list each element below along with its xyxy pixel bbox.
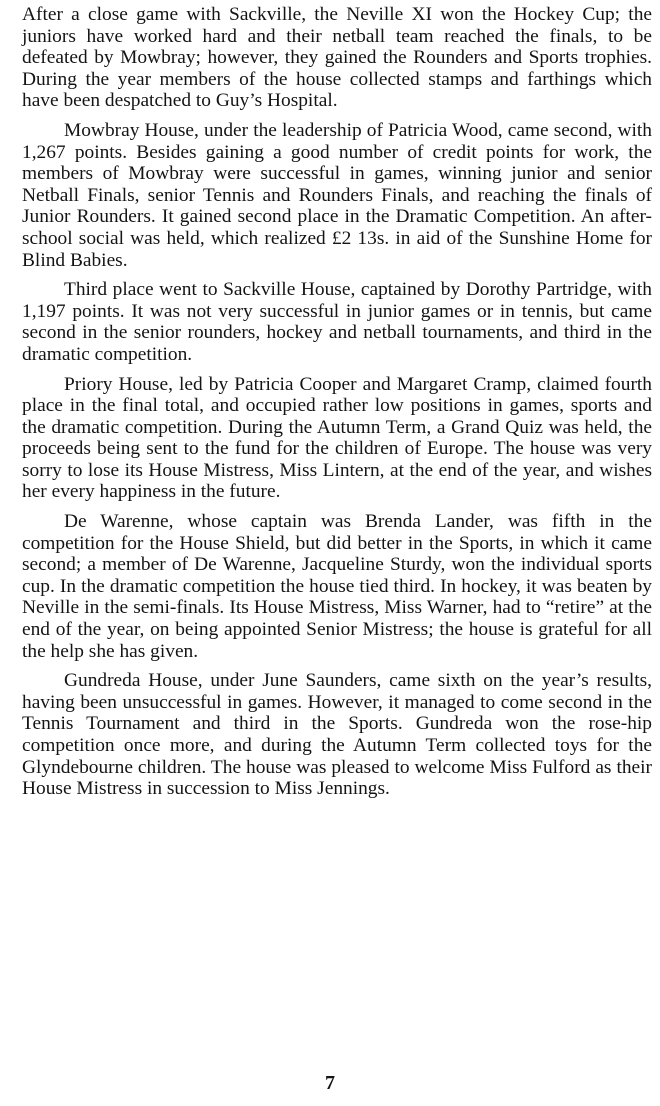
paragraph-sackville: Third place went to Sackville House, captained by Dorothy Partridge, with 1,197 points. It was not very successful in junior games or in tennis, but came second in the senior rounders, hockey and netball tournaments, and third in the dramatic competition. [22,279,652,365]
page-number: 7 [325,1072,335,1094]
document-body [22,4,652,808]
paragraph-priory: Priory House, led by Patricia Cooper and Margaret Cramp, claimed fourth place in the final total, and occupied rather low positions in games, sports and the dramatic competition. During the Autumn Term, a Grand Quiz was held, the proceeds being sent to the fund for the children of Europe. The house was very sorry to lose its House Mistress, Miss Lintern, at the end of the year, and wishes her every happiness in the future. [22,373,652,503]
paragraph-gundreda: Gundreda House, under June Saunders, came sixth on the year’s results, having been unsuccessful in games. However, it managed to come second in the Tennis Tournament and third in the Sports. Gundreda won the rose-hip competition once more, and during the Autumn Term collected toys for the Glyndebourne children. The house was pleased to welcome Miss Fulford as their House Mistress in succession to Miss Jennings. [22,670,652,800]
paragraph-de-warenne: De Warenne, whose captain was Brenda Lander, was fifth in the competition for the House Shield, but did better in the Sports, in which it came second; a member of De Warenne, Jacqueline Sturdy, won the individual sports cup. In the dramatic competition the house tied third. In hockey, it was beaten by Neville in the semi-finals. Its House Mistress, Miss Warner, had to “retire” at the end of the year, on being appointed Senior Mistress; the house is grateful for all the help she has given. [22,511,652,662]
paragraph-neville: After a close game with Sackville, the Neville XI won the Hockey Cup; the juniors have worked hard and their netball team reached the finals, to be defeated by Mowbray; however, they gained the Rounders and Sports trophies. During the year members of the house collected stamps and farthings which have been despatched to Guy’s Hospital. [22,4,652,112]
paragraph-mowbray: Mowbray House, under the leadership of Patricia Wood, came second, with 1,267 points. Besides gaining a good number of credit points for work, the members of Mowbray were successful in games, winning junior and senior Netball Finals, senior Tennis and Rounders Finals, and reaching the finals of Junior Rounders. It gained second place in the Dramatic Competition. An after-school social was held, which realized £2 13s. in aid of the Sunshine Home for Blind Babies. [22,119,652,271]
